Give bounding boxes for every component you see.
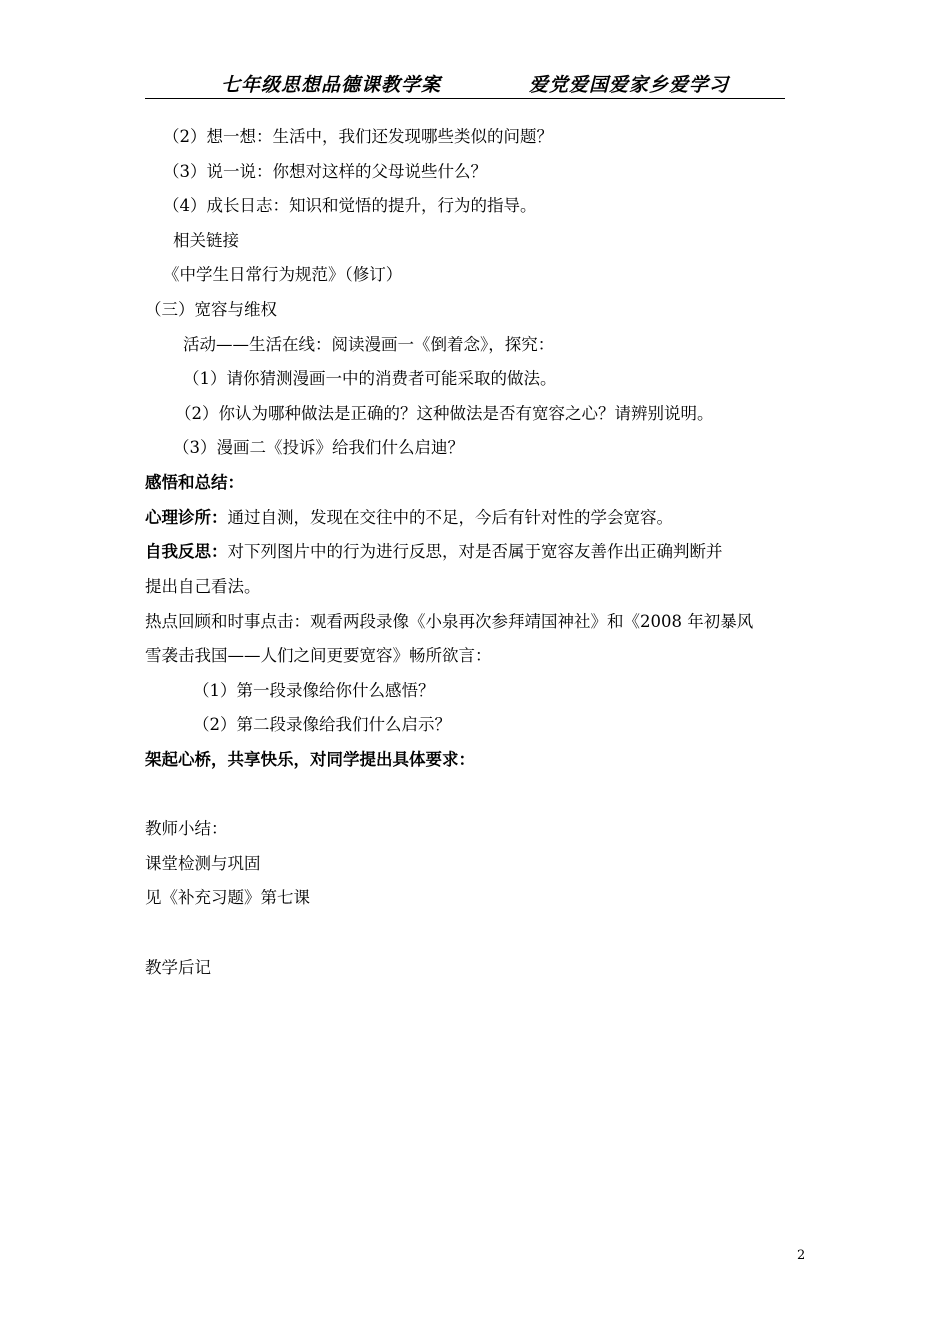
psychology-clinic-label: 心理诊所： xyxy=(145,508,228,527)
class-check: 课堂检测与巩固 xyxy=(145,854,261,873)
psychology-clinic-text: 通过自测，发现在交往中的不足，今后有针对性的学会宽容。 xyxy=(227,508,673,527)
self-reflection-cont: 提出自己看法。 xyxy=(145,577,261,596)
page-header xyxy=(145,66,785,99)
question-3: （3）说一说：你想对这样的父母说些什么？ xyxy=(163,162,487,181)
related-links-heading: 相关链接 xyxy=(173,231,239,250)
page-number: 2 xyxy=(797,1248,806,1263)
activity-question-2: （2）你认为哪种做法是正确的？这种做法是否有宽容之心？请辨别说明。 xyxy=(175,404,714,423)
self-reflection-label: 自我反思： xyxy=(145,542,228,561)
self-reflection-text: 对下列图片中的行为进行反思，对是否属于宽容友善作出正确判断并 xyxy=(227,542,723,561)
header-motto: 爱党爱国爱家乡爱学习 xyxy=(529,74,730,96)
video-question-2: （2）第二段录像给我们什么启示？ xyxy=(193,715,451,734)
teacher-summary: 教师小结： xyxy=(145,819,228,838)
exercise-reference: 见《补充习题》第七课 xyxy=(145,888,310,907)
activity-question-1: （1）请你猜测漫画一中的消费者可能采取的做法。 xyxy=(183,369,557,388)
hot-topics: 热点回顾和时事点击：观看两段录像《小泉再次参拜靖国神社》和《2008 年初暴风 xyxy=(145,612,754,631)
section-heading-3: （三）宽容与维权 xyxy=(145,300,277,319)
related-link-item: 《中学生日常行为规范》（修订） xyxy=(163,265,403,284)
activity-intro: 活动——生活在线：阅读漫画一《倒着念》，探究： xyxy=(183,335,555,354)
question-2: （2）想一想：生活中，我们还发现哪些类似的问题？ xyxy=(163,127,553,146)
self-reflection xyxy=(145,541,723,563)
header-title: 七年级思想品德课教学案 xyxy=(221,74,442,96)
psychology-clinic xyxy=(145,507,673,529)
teaching-notes: 教学后记 xyxy=(145,958,211,977)
hot-topics-cont: 雪袭击我国——人们之间更要宽容》畅所欲言： xyxy=(145,646,492,665)
activity-question-3: （3）漫画二《投诉》给我们什么启迪？ xyxy=(173,438,464,457)
summary-heading: 感悟和总结： xyxy=(145,473,244,492)
video-question-1: （1）第一段录像给你什么感悟？ xyxy=(193,681,435,700)
bridge-heading: 架起心桥，共享快乐，对同学提出具体要求： xyxy=(145,750,475,769)
question-4: （4）成长日志：知识和觉悟的提升，行为的指导。 xyxy=(163,196,537,215)
